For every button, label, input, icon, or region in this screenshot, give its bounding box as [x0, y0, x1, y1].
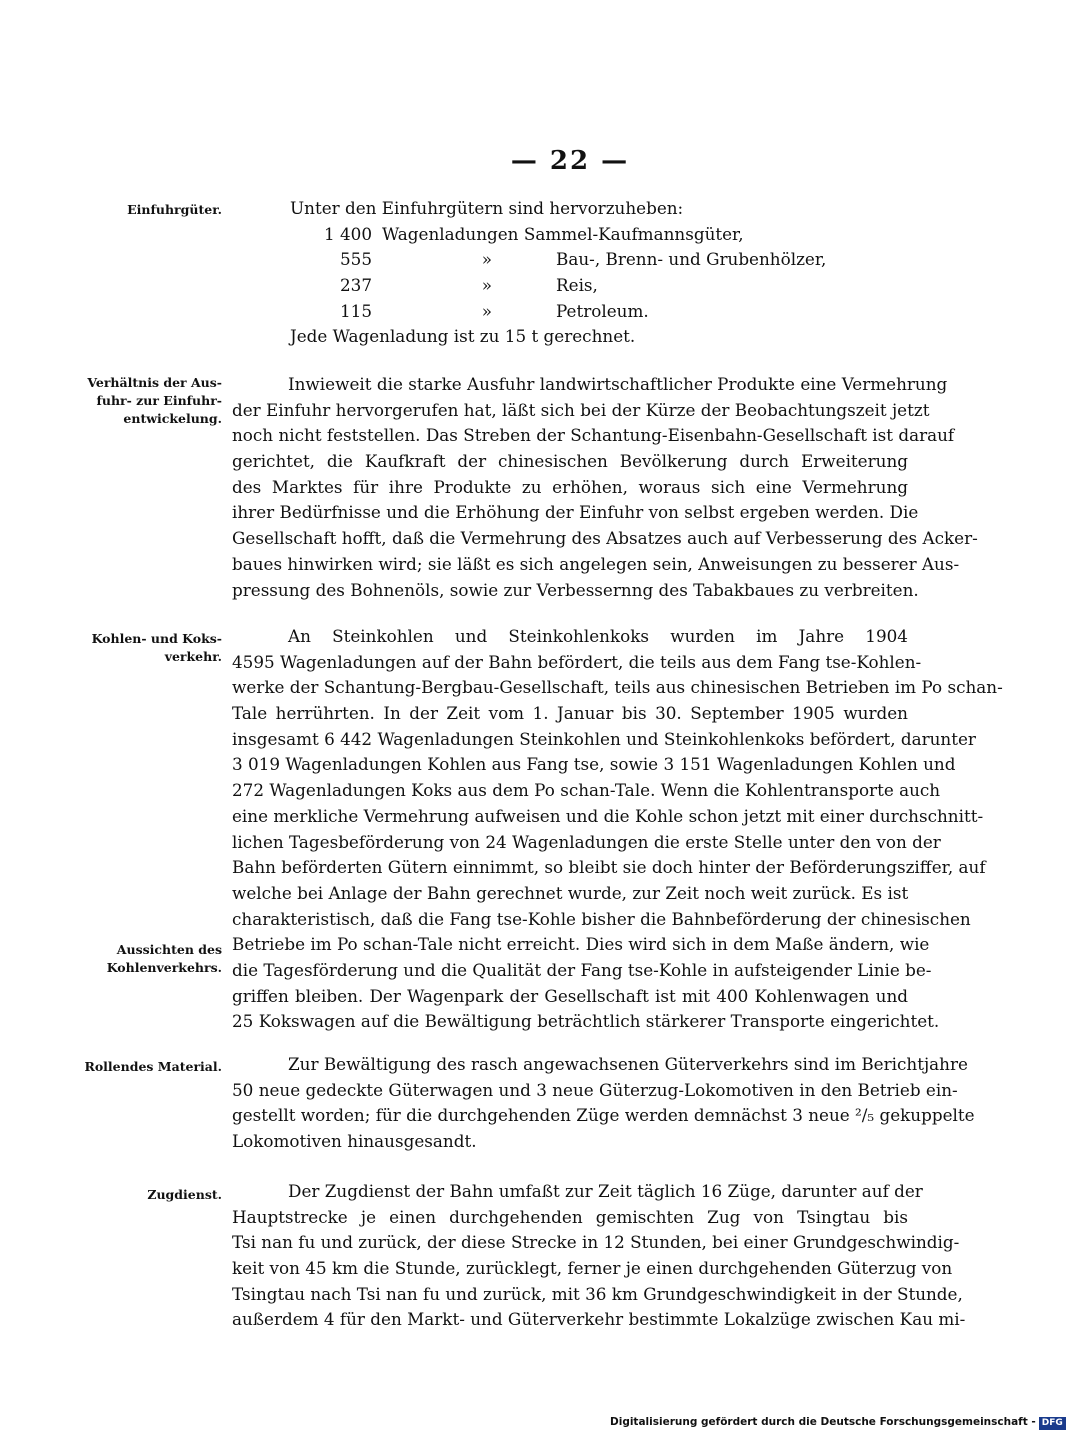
margin-note-line: Kohlen- und Koks- — [91, 631, 222, 646]
margin-note-line: Verhältnis der Aus- — [87, 375, 222, 390]
text-line: insgesamt 6 442 Wagenladungen Steinkohlen und Steinkohlenkoks befördert, darunter — [232, 728, 976, 749]
text-line: 50 neue gedeckte Güterwagen und 3 neue Güterzug-Lokomotiven in den Betrieb ein- — [232, 1079, 958, 1100]
paragraph-coal-traffic — [232, 624, 1003, 1035]
text-line: der Einfuhr hervorgerufen hat, läßt sich bei der Kürze der Beobachtungszeit jetzt — [232, 399, 930, 420]
text-line: Lokomotiven hinausgesandt. — [232, 1131, 477, 1152]
margin-note-line: Kohlenverkehrs. — [106, 960, 222, 975]
text-line: An Steinkohlen und Steinkohlenkoks wurden im Jahre 1904 — [288, 626, 908, 646]
text-line: Tsi nan fu und zurück, der diese Strecke in 12 Stunden, bei einer Grundgeschwindig- — [232, 1232, 960, 1253]
import-label: Bau-, Brenn- und Grubenhölzer, — [556, 249, 827, 270]
text-line: 25 Kokswagen auf die Bewältigung beträchtlich stärkerer Transporte eingerichtet. — [232, 1011, 940, 1032]
text-line: charakteristisch, daß die Fang tse-Kohle bisher die Bahnbeförderung der chinesischen — [232, 908, 971, 929]
list-item — [290, 299, 890, 325]
text-line: die Tagesförderung und die Qualität der Fang tse-Kohle in aufsteigender Linie be- — [232, 959, 932, 980]
text-line: gestellt worden; für die durchgehenden Züge werden demnächst 3 neue ²/₅ gekuppelte — [232, 1105, 975, 1126]
digitization-footer — [610, 1416, 1063, 1430]
ditto-mark: » — [481, 275, 492, 296]
text-line: außerdem 4 für den Markt- und Güterverkehr bestimmte Lokalzüge zwischen Kau mi- — [232, 1309, 966, 1330]
imports-intro: Unter den Einfuhrgütern sind hervorzuheben: — [290, 198, 684, 218]
dfg-logo-icon: DFG — [1039, 1417, 1066, 1430]
text-line: Gesellschaft hofft, daß die Vermehrung des Absatzes auch auf Verbesserung des Acker- — [232, 528, 978, 549]
text-line: eine merkliche Vermehrung aufweisen und die Kohle schon jetzt mit einer durchschnitt- — [232, 805, 984, 826]
text-line: keit von 45 km die Stunde, zurücklegt, ferner je einen durchgehenden Güterzug von — [232, 1258, 953, 1279]
text-line: Hauptstrecke je einen durchgehenden gemischten Zug von Tsingtau bis — [232, 1206, 908, 1227]
import-label: Petroleum. — [556, 300, 649, 321]
text-line: Tale herrührten. In der Zeit vom 1. Januar bis 30. September 1905 wurden — [232, 703, 908, 724]
margin-note-line: fuhr- zur Einfuhr- — [96, 393, 222, 408]
paragraph-rolling-stock — [232, 1052, 975, 1155]
margin-note-aussichten — [70, 941, 222, 977]
margin-note-zugdienst — [70, 1186, 222, 1204]
margin-note-kohlen — [70, 630, 222, 666]
margin-note-line: verkehr. — [164, 649, 222, 664]
paragraph-export-import — [232, 372, 978, 603]
text-line: noch nicht feststellen. Das Streben der Schantung-Eisenbahn-Gesellschaft ist darauf — [232, 425, 955, 446]
list-item — [290, 247, 890, 273]
margin-note-line: Einfuhrgüter. — [127, 202, 222, 217]
text-line: baues hinwirken wird; sie läßt es sich angelegen sein, Anweisungen zu besserer Aus- — [232, 553, 960, 574]
list-item — [290, 273, 890, 299]
footer-text: Digitalisierung gefördert durch die Deutsche Forschungsgemeinschaft - — [610, 1416, 1036, 1428]
text-line: des Marktes für ihre Produkte zu erhöhen, woraus sich eine Vermehrung — [232, 476, 908, 497]
margin-note-rollendes — [70, 1058, 222, 1076]
margin-note-verhaeltnis — [70, 374, 222, 428]
text-line: welche bei Anlage der Bahn gerechnet wurde, zur Zeit noch weit zurück. Es ist — [232, 882, 909, 903]
margin-note-line: entwickelung. — [123, 411, 222, 426]
text-line: 4595 Wagenladungen auf der Bahn befördert, die teils aus dem Fang tse-Kohlen- — [232, 651, 922, 672]
imports-list — [290, 196, 890, 350]
page-number: — 22 — — [510, 146, 630, 176]
import-label: Wagenladungen Sammel-Kaufmannsgüter, — [382, 223, 744, 244]
text-line: pressung des Bohnenöls, sowie zur Verbessernng des Tabakbaues zu verbreiten. — [232, 579, 919, 600]
import-amount: 555 — [339, 249, 372, 270]
import-amount: 237 — [339, 275, 372, 296]
text-line: Der Zugdienst der Bahn umfaßt zur Zeit täglich 16 Züge, darunter auf der — [288, 1181, 923, 1201]
import-label: Reis, — [556, 275, 598, 296]
text-line: ihrer Bedürfnisse und die Erhöhung der Einfuhr von selbst ergeben werden. Die — [232, 502, 919, 523]
text-line: Inwieweit die starke Ausfuhr landwirtschaftlicher Produkte eine Vermehrung — [288, 374, 948, 394]
text-line: 272 Wagenladungen Koks aus dem Po schan-Tale. Wenn die Kohlentransporte auch — [232, 780, 941, 801]
text-line: Betriebe im Po schan-Tale nicht erreicht. Dies wird sich in dem Maße ändern, wie — [232, 934, 930, 955]
margin-note-line: Aussichten des — [116, 942, 222, 957]
text-line: Bahn beförderten Gütern einnimmt, so bleibt sie doch hinter der Beförderungsziffer, auf — [232, 857, 986, 878]
margin-note-einfuhr — [70, 201, 222, 219]
import-amount: 115 — [339, 300, 372, 321]
list-item — [290, 222, 890, 248]
text-line: lichen Tagesbeförderung von 24 Wagenladungen die erste Stelle unter den von der — [232, 831, 941, 852]
text-line: werke der Schantung-Bergbau-Gesellschaft, teils aus chinesischen Betrieben im Po schan- — [232, 677, 1003, 698]
ditto-mark: » — [481, 249, 492, 270]
ditto-mark: » — [481, 300, 492, 321]
text-line: gerichtet, die Kaufkraft der chinesischen Bevölkerung durch Erweiterung — [232, 451, 908, 472]
paragraph-train-service — [232, 1179, 966, 1333]
import-amount: 1 400 — [323, 223, 372, 244]
text-line: 3 019 Wagenladungen Kohlen aus Fang tse, sowie 3 151 Wagenladungen Kohlen und — [232, 754, 956, 775]
margin-note-line: Rollendes Material. — [84, 1059, 222, 1074]
text-line: Tsingtau nach Tsi nan fu und zurück, mit 36 km Grundgeschwindigkeit in der Stunde, — [232, 1283, 963, 1304]
imports-note: Jede Wagenladung ist zu 15 t gerechnet. — [290, 326, 636, 347]
text-line: griffen bleiben. Der Wagenpark der Gesellschaft ist mit 400 Kohlenwagen und — [232, 985, 908, 1006]
text-line: Zur Bewältigung des rasch angewachsenen Güterverkehrs sind im Berichtjahre — [288, 1054, 968, 1074]
margin-note-line: Zugdienst. — [147, 1187, 222, 1202]
